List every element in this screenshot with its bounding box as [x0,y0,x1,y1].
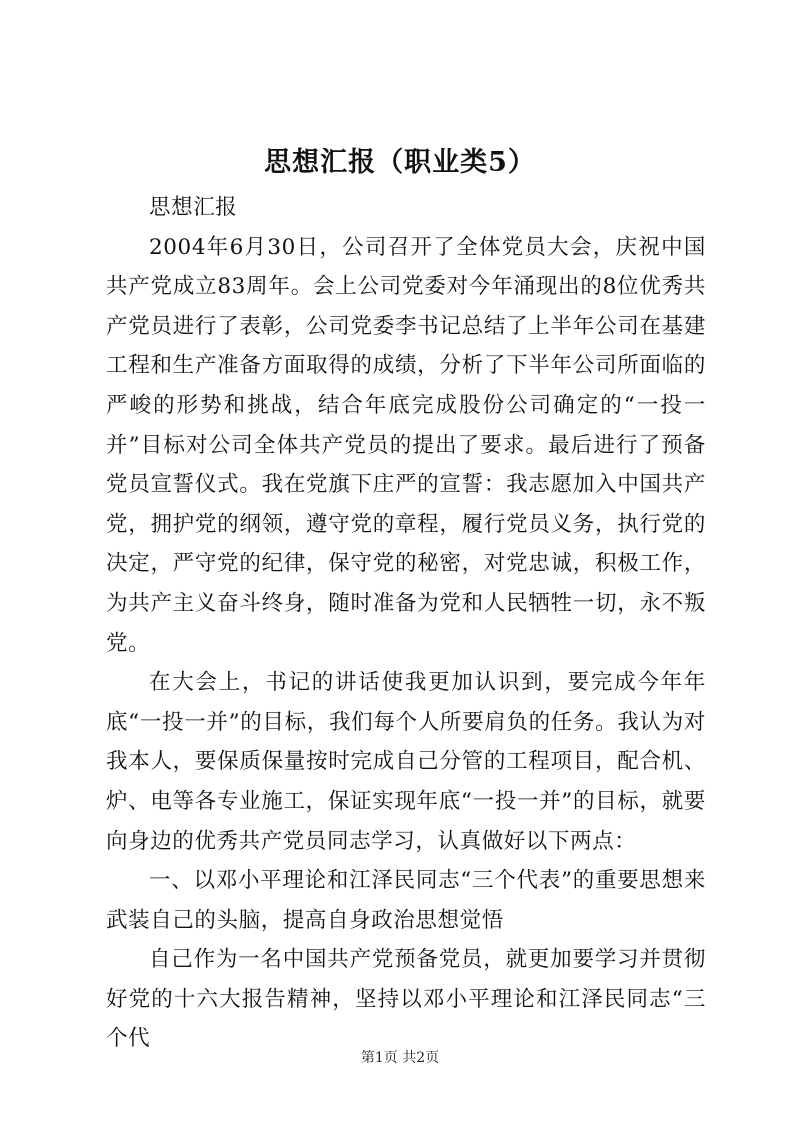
paragraph-section-heading: 一、以邓小平理论和江泽民同志“三个代表”的重要思想来武装自己的头脑，提高自身政治思想觉悟 [106,868,706,933]
paragraph-heading: 思想汇报 [149,195,238,220]
page-footer: 第1页 共2页 [360,1050,440,1066]
document-body [106,188,706,1059]
paragraph: 2004年6月30日，公司召开了全体党员大会，庆祝中国共产党成立83周年。会上公司党委对今年涌现出的8位优秀共产党员进行了表彰，公司党委李书记总结了上半年公司在基建工程和生产准备方面取得的成绩，分析了下半年公司所面临的严峻的形势和挑战，结合年底完成股份公司确定的“一投一并”目标对公司全体共产党员的提出了要求。最后进行了预备党员宣誓仪式。我在党旗下庄严的宣誓：我志愿加入中国共产党，拥护党的纲领，遵守党的章程，履行党员义务，执行党的决定，严守党的纪律，保守党的秘密，对党忠诚，积极工作，为共产主义奋斗终身，随时准备为党和人民牺牲一切，永不叛党。 [106,234,706,656]
document-title: 思想汇报（职业类5） [264,147,536,178]
paragraph: 自己作为一名中国共产党预备党员，就更加要学习并贯彻好党的十六大报告精神，坚持以邓小平理论和江泽民同志“三个代 [106,947,706,1052]
paragraph: 在大会上，书记的讲话使我更加认识到，要完成今年年底“一投一并”的目标，我们每个人所要肩负的任务。我认为对我本人，要保质保量按时完成自己分管的工程项目，配合机、炉、电等各专业施工，保证实现年底“一投一并”的目标，就要向身边的优秀共产党员同志学习，认真做好以下两点： [106,670,706,854]
